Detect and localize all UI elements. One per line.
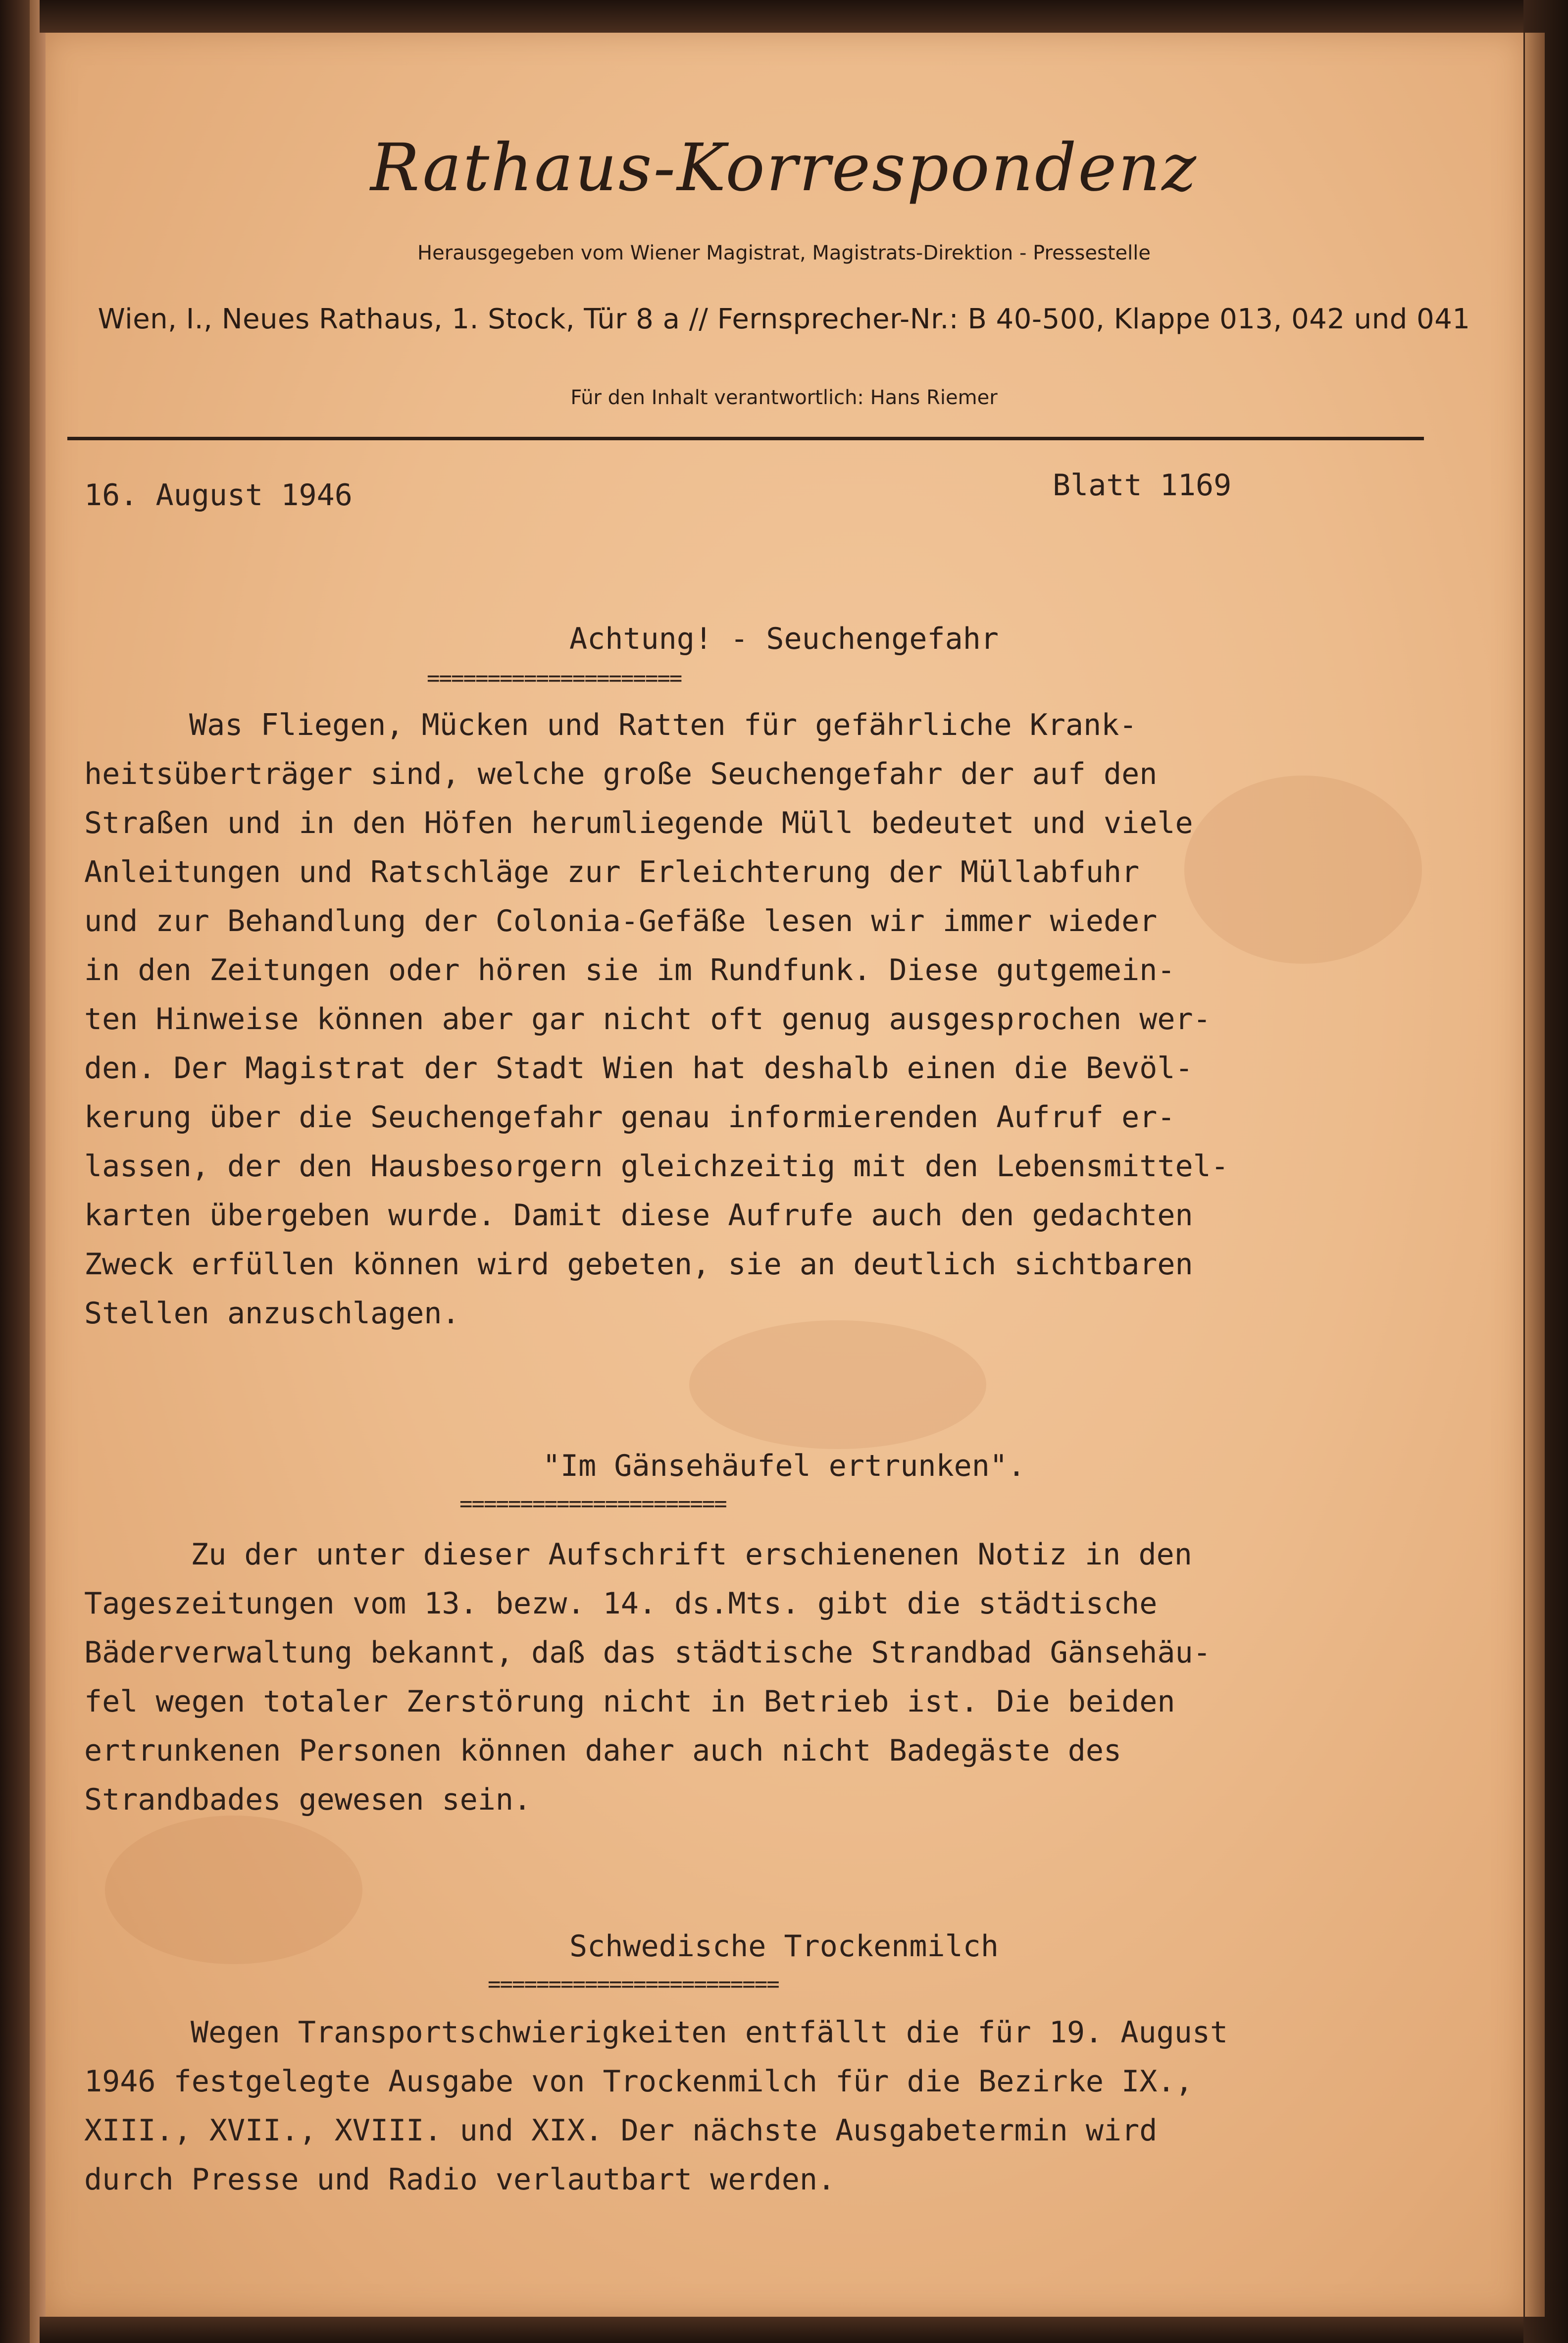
text-line: Zweck erfüllen können wird gebeten, sie an deutlich sichtbaren — [84, 1247, 1193, 1282]
text-line: ertrunkenen Personen können daher auch nicht Badegäste des — [84, 1733, 1122, 1768]
text-line: Strandbades gewesen sein. — [84, 1782, 532, 1817]
article-title: Schwedische Trockenmilch — [569, 1929, 999, 1964]
text-line: fel wegen totaler Zerstörung nicht in Betrieb ist. Die beiden — [84, 1684, 1175, 1719]
responsible-editor-line: Für den Inhalt verantwortlich: Hans Riemer — [570, 386, 998, 409]
text-line: und zur Behandlung der Colonia-Gefäße lesen wir immer wieder — [84, 904, 1158, 938]
page-side-edge — [1525, 33, 1545, 2317]
text-line: Was Fliegen, Mücken und Ratten für gefährliche Krank- — [189, 708, 1137, 742]
text-line: Stellen anzuschlagen. — [84, 1296, 460, 1331]
text-line: XIII., XVII., XVIII. und XIX. Der nächste Ausgabetermin wird — [84, 2113, 1158, 2148]
text-line: durch Presse und Radio verlautbart werden. — [84, 2162, 836, 2197]
text-line: Wegen Transportschwierigkeiten entfällt die für 19. August — [191, 2015, 1228, 2050]
text-line: ten Hinweise können aber gar nicht oft genug ausgesprochen wer- — [84, 1002, 1211, 1037]
text-line: Bäderverwaltung bekannt, daß das städtische Strandbad Gänsehäu- — [84, 1635, 1211, 1670]
masthead-divider — [67, 437, 1424, 440]
title-underline: ====================== — [459, 1491, 726, 1516]
issue-date: 16. August 1946 — [84, 478, 353, 513]
title-underline: ======================== — [488, 1972, 779, 1997]
text-line: kerung über die Seuchengefahr genau informierenden Aufruf er- — [84, 1100, 1175, 1135]
text-line: den. Der Magistrat der Stadt Wien hat deshalb einen die Bevöl- — [84, 1051, 1193, 1086]
article-title: Achtung! - Seuchengefahr — [569, 622, 999, 656]
text-line: karten übergeben wurde. Damit diese Aufrufe auch den gedachten — [84, 1198, 1193, 1233]
address-line: Wien, I., Neues Rathaus, 1. Stock, Tür 8 a // Fernsprecher-Nr.: B 40-500, Klappe 013, 042 und 041 — [98, 303, 1470, 335]
article-body — [84, 1530, 1461, 1824]
text-line: Zu der unter dieser Aufschrift erschienenen Notiz in den — [191, 1537, 1192, 1572]
scan-bottom-edge — [40, 2317, 1525, 2343]
article-body — [84, 701, 1461, 1338]
article-body — [84, 2008, 1461, 2204]
scan-top-edge — [40, 0, 1525, 33]
publisher-line: Herausgegeben vom Wiener Magistrat, Magistrats-Direktion - Pressestelle — [417, 242, 1151, 264]
text-line: heitsüberträger sind, welche große Seuchengefahr der auf den — [84, 757, 1158, 791]
masthead-title: Rathaus-Korrespondenz — [370, 130, 1198, 206]
text-line: Straßen und in den Höfen herumliegende Müll bedeutet und viele — [84, 806, 1193, 840]
sheet-number: Blatt 1169 — [1053, 468, 1232, 503]
text-line: in den Zeitungen oder hören sie im Rundfunk. Diese gutgemein- — [84, 953, 1175, 988]
text-line: 1946 festgelegte Ausgabe von Trockenmilch für die Bezirke IX., — [84, 2064, 1193, 2099]
article-title: "Im Gänsehäufel ertrunken". — [542, 1449, 1026, 1483]
text-line: Anleitungen und Ratschläge zur Erleichterung der Müllabfuhr — [84, 855, 1140, 889]
title-underline: ===================== — [427, 666, 682, 691]
text-line: Tageszeitungen vom 13. bezw. 14. ds.Mts. gibt die städtische — [84, 1586, 1158, 1621]
text-line: lassen, der den Hausbesorgern gleichzeitig mit den Lebensmittel- — [84, 1149, 1229, 1184]
